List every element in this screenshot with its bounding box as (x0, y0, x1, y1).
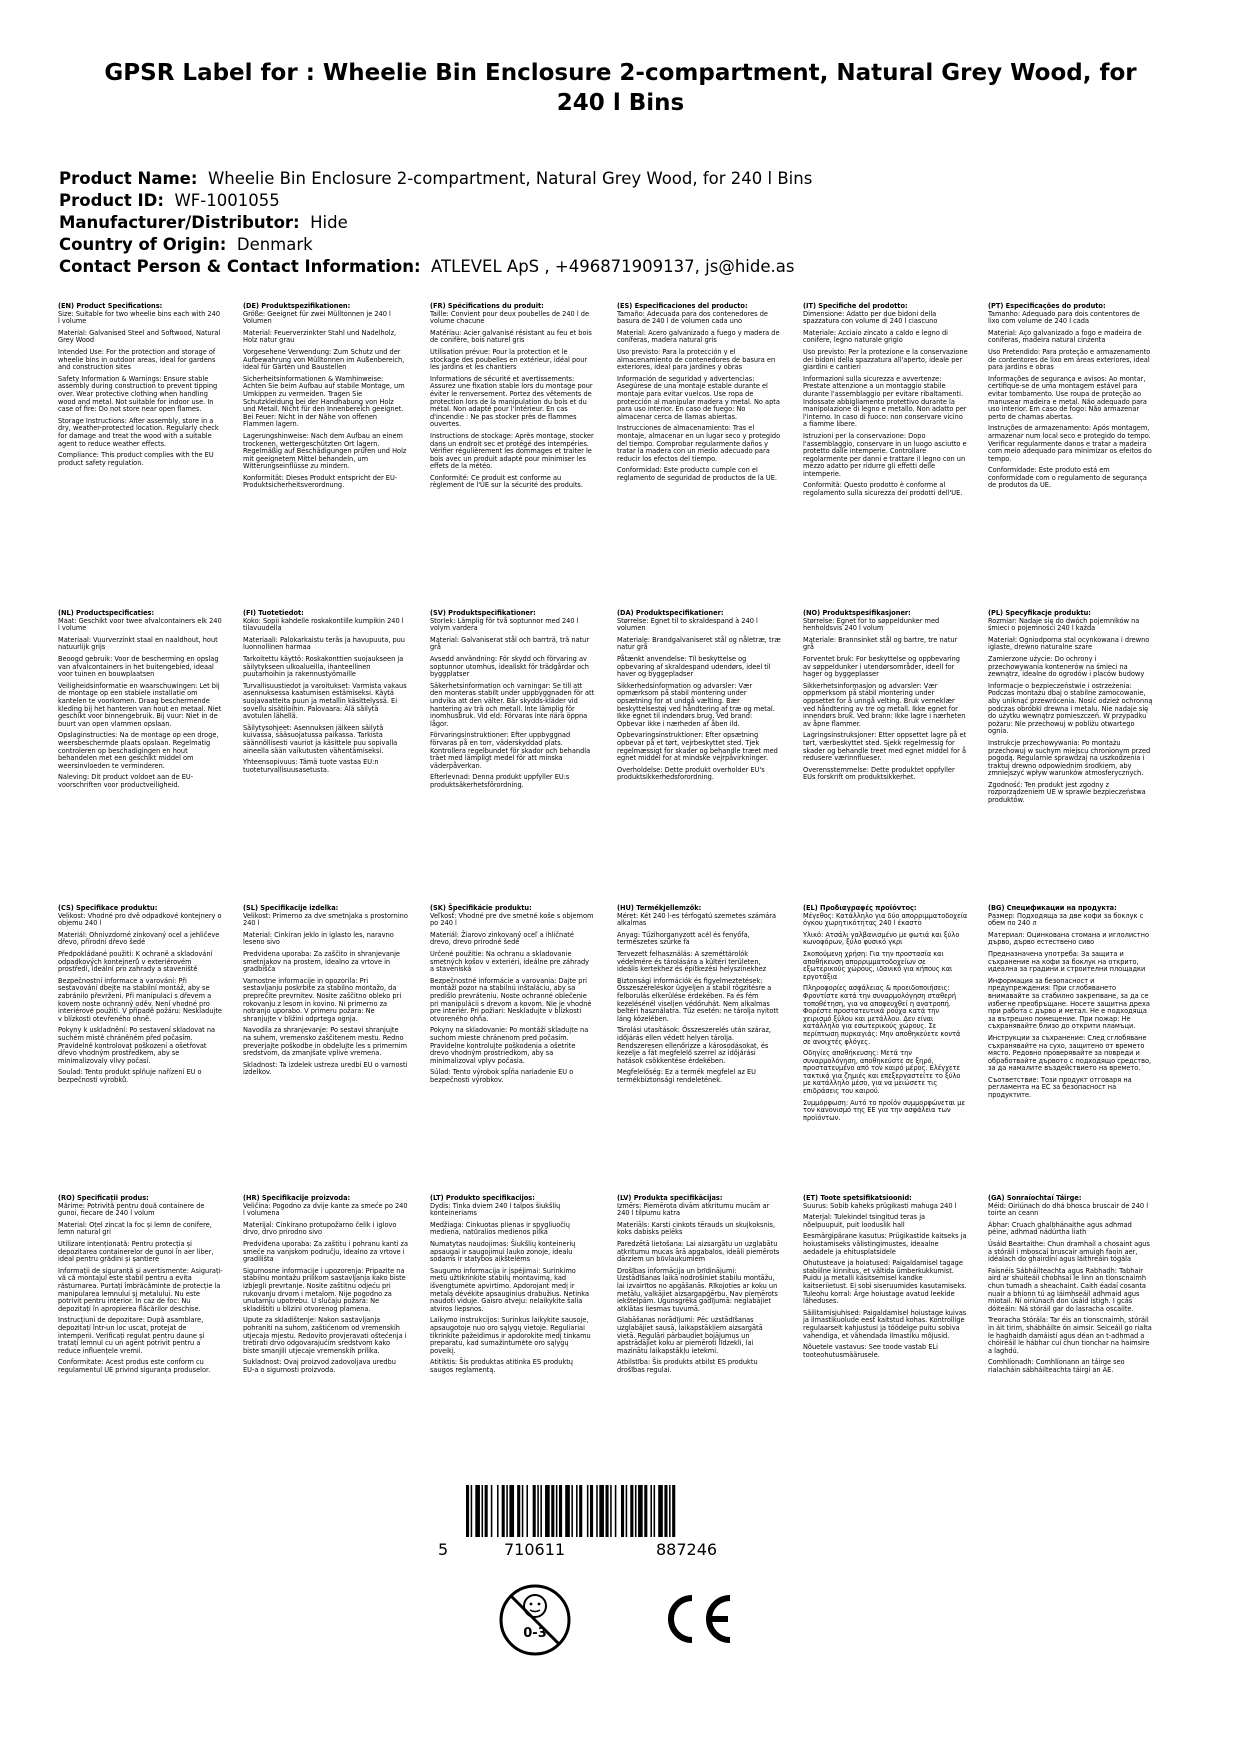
spec-paragraph: Materiał: Ogniodporna stal ocynkowana i drewno iglaste, drewno naturalne szare (988, 635, 1150, 652)
spec-paragraph: Lagerungshinweise: Nach dem Aufbau an einem trockenen, wettergeschützten Ort lagern. Regelmäßig auf Beschädigungen prüfen und Holz mit geeignetem Mittel behandeln, um Witterungseinflüsse zu mindern. (243, 431, 407, 471)
spec-block (58, 303, 223, 471)
spec-block (988, 610, 1153, 809)
barcode-bar (526, 1485, 528, 1537)
spec-paragraph: Påtænkt anvendelse: Til beskyttelse og opbevaring af skraldespand udendørs, ideel til haver og byggepladser (617, 654, 771, 679)
spec-paragraph: Zamierzone użycie: Do ochrony i przechowywania kontenerów na śmieci na zewnątrz, idealne do ogrodów i placów budowy (988, 654, 1145, 679)
spec-paragraph: Lagringsinstruksjoner: Etter oppsettet lagre på et tørt, værbeskyttet sted. Sjekk regelmessig for skader og behandle treet med egnet middel for å redusere værinnflueser. (803, 731, 967, 763)
spec-paragraph: Méid: Oiriúnach do dhá bhosca bruscair de 240 l toirte an ceann (988, 1201, 1149, 1218)
spec-heading: (NO) Produktspesifikasjoner: (803, 609, 911, 617)
spec-paragraph: Dydis: Tinka dviem 240 l talpos šiukšlių konteineriams (430, 1201, 561, 1218)
spec-heading: (SK) Špecifikácie produktu: (430, 904, 532, 912)
barcode (466, 1485, 742, 1537)
spec-paragraph: Varnostne informacije in opozorila: Pri sestavljanju poskrbite za stabilno montažo, da preprečite prevrnitev. Nosite zaščitno obleko pri rokovanju z lesom in kovino. Ni primerno za notranjo uporabo. V primeru požara: Ne shranjujte v bližini odprtega ognja. (243, 976, 402, 1023)
spec-paragraph: Velikost: Primerno za dve smetnjaka s prostornino 240 l (243, 911, 408, 928)
barcode-bar (596, 1485, 598, 1537)
spec-paragraph: Συμμόρφωση: Αυτό το προϊόν συμμορφώνεται με τον κανονισμό της ΕΕ για την ασφάλεια των προϊόντων. (803, 1098, 966, 1122)
spec-block (803, 610, 968, 786)
barcode-bar (626, 1485, 628, 1537)
spec-paragraph: Suurus: Sobib kaheks prügikasti mahuga 240 l (803, 1201, 957, 1210)
spec-paragraph: Sukladnost: Ovaj proizvod zadovoljava uredbu EU-a o sigurnosti proizvoda. (243, 1358, 396, 1374)
spec-paragraph: Conformidade: Este produto está em conformidade com o regulamento de segurança de produtos da UE. (988, 466, 1147, 490)
spec-paragraph: Eesmärgipärane kasutus: Prügikastide kaitseks ja hoiustamiseks välistingimustes, ideaalne aedadele ja ehitusplatsidele (803, 1232, 967, 1256)
spec-paragraph: Съответствие: Този продукт отговаря на регламента на ЕС за безопасност на продуктите. (988, 1075, 1132, 1100)
spec-paragraph: Comhlíonadh: Comhlíonann an táirge seo rialacháin sábháilteachta táirgí an AE. (988, 1358, 1125, 1374)
spec-paragraph: Treoracha Stórála: Tar éis an tionscnaimh, stóráil in áit tirim, shábháilte ón aimsir. Seiceáil go rialta le haghaidh damáistí agus déan an t-adhmad a chóireáil le hábhar cuí chun tionchar na haimsire a laghdú. (988, 1316, 1152, 1355)
spec-paragraph: Efterlevnad: Denna produkt uppfyller EU:s produktsäkerhetsförordning. (430, 773, 570, 789)
spec-paragraph: Materiaali: Palokarkaistu teräs ja havupuuta, puu luonnollinen harmaa (243, 635, 405, 652)
spec-paragraph: Предназначена употреба: За защита и съхранение на кофи за боклук на открито, идеална за градини и строителни площадки (988, 949, 1146, 974)
barcode-bar (672, 1485, 675, 1537)
spec-paragraph: Compliance: This product complies with the EU product safety regulation. (58, 451, 214, 467)
barcode-bar (466, 1485, 469, 1537)
meta-value: Denmark (236, 235, 313, 254)
spec-paragraph: Υλικό: Ατσάλι γαλβανισμένο με φωτιά και ξύλο κωνοφόρων, ξύλο φυσικό γκρι (803, 930, 960, 947)
manufacturer-row (59, 212, 1179, 234)
barcode-bar (565, 1485, 570, 1537)
spec-block (58, 905, 223, 1088)
barcode-bar (471, 1485, 473, 1537)
barcode-bar (644, 1485, 647, 1537)
spec-paragraph: Sikkerhetsinformasjon og advarsler: Vær oppmerksom på stabil montering under oppsettet for å unngå velting. Bruk verneklær ved håndtering av tre og metall. Ikke egnet for innendørs bruk. Ved brann: Ikke lagre i nærheten av åpne flammer. (803, 681, 966, 728)
spec-paragraph: Ábhar: Cruach ghalbhánaithe agus adhmad péine, adhmad nádúrtha liath (988, 1220, 1132, 1237)
barcode-bar (556, 1485, 558, 1537)
spec-paragraph: Biztonsági információk és figyelmeztetések: Összeszereléskor ügyeljen a stabil rögzítésre a felborulás elkerülése érdekében. Fa és fém kezelésénél viseljen védőruhát. Nem alkalmas beltéri használatra. Tűz esetén: ne tárolja nyitott láng közelében. (617, 976, 779, 1023)
spec-heading: (DA) Produktspecifikationer: (617, 609, 724, 617)
spec-paragraph: Nõuetele vastavus: See toode vastab ELi tooteohutusmäärusele. (803, 1343, 939, 1359)
spec-paragraph: Veličina: Pogodno za dvije kante za smeće po 240 l volumena (243, 1201, 408, 1218)
spec-block (617, 303, 782, 486)
meta-label: Country of Origin: (59, 235, 227, 254)
spec-paragraph: Ohutusteave ja hoiatused: Paigaldamisel tagage stabiilne kinnitus, et vältida ümberkukkumist. Puidu ja metalli käsitsemisel kandke kaitseriietust. Ei sobi siseruumides kasutamiseks. Tuleohu korral: Ärge hoiustage avatud leekide läheduses. (803, 1259, 967, 1306)
spec-paragraph: Förvaringsinstruktioner: Efter uppbyggnad förvaras på en torr, väderskyddad plats. Kontrollera regelbundet för skador och behandla träet med lämpligt medel för att minska väderpåverkan. (430, 731, 591, 770)
barcode-bar (635, 1485, 637, 1537)
spec-paragraph: Material: Cinkiran jeklo in iglasto les, naravno leseno sivo (243, 930, 394, 947)
spec-paragraph: Material: Feuerverzinkter Stahl und Nadelholz, Holz natur grau (243, 328, 397, 345)
spec-paragraph: Utilisation prévue: Pour la protection et le stockage des poubelles en extérieur, idéal pour les jardins et les chantiers (430, 347, 588, 372)
barcode-bar (517, 1485, 520, 1537)
spec-heading: (RO) Specificații produs: (58, 1194, 149, 1202)
spec-paragraph: Glabāšanas norādījumi: Pēc uzstādīšanas uzglabājiet sausā, laikapstākļiem aizsargātā vietā. Regulāri pārbaudiet bojājumus un apstrādājiet koku ar piemēroti līdzekli, lai mazinātu laikapstākļu ietekmi. (617, 1316, 763, 1355)
spec-paragraph: Forventet bruk: For beskyttelse og oppbevaring av søppeldunker i utendørsområder, ideell for hager og byggeplasser (803, 654, 960, 679)
spec-paragraph: Instrucciones de almacenamiento: Tras el montaje, almacenar en un lugar seco y protegido del tiempo. Comprobar regularmente daños y tratar la madera con un medio adecuado para reducir los efectos del tiempo. (617, 424, 781, 463)
spec-paragraph: Megfelelőség: Ez a termék megfelel az EU termékbiztonsági rendeletének. (617, 1068, 756, 1084)
product-id-row (59, 190, 1179, 212)
spec-paragraph: Yhteensopivuus: Tämä tuote vastaa EU:n tuoteturvallisuusasetusta. (243, 758, 379, 774)
contact-row (59, 256, 1179, 278)
spec-paragraph: Material: Galvaniserat stål och barrträ, trä natur grå (430, 635, 590, 652)
spec-paragraph: Material: Galvanised Steel and Softwood, Natural Grey Wood (58, 328, 221, 345)
spec-paragraph: Drošības informācija un brīdinājumi: Uzstādīšanas laikā nodrošiniet stabilu montāžu, lai izvairītos no apgāšanās. Rīkojoties ar koku un metālu, valkājiet aizsargapģērbu. Nav piemērots iekštelpām. Ugunsgrēka gadījumā: neglabājiet atklātas liesmas tuvumā. (617, 1266, 778, 1313)
spec-paragraph: Размер: Подходяща за две кофи за боклук с обем по 240 л (988, 911, 1144, 928)
spec-heading: (GA) Sonraíochtaí Táirge: (988, 1194, 1082, 1202)
spec-paragraph: Beoogd gebruik: Voor de bescherming en opslag van afvalcontainers in het buitengebied, ideaal voor tuinen en bouwplaatsen (58, 654, 219, 679)
barcode-bar (576, 1485, 578, 1537)
spec-heading: (SL) Specifikacije izdelka: (243, 904, 339, 912)
spec-paragraph: Инструкции за съхранение: След сглобяване съхранявайте на сухо, защитено от времето място. Редовно проверявайте за повреди и обработвайте дървото с подходящо средство, за да намалите въздействието на времето. (988, 1033, 1152, 1073)
spec-paragraph: Sigurnosne informacije i upozorenja: Pripazite na stabilnu montažu prilikom sastavljanja kako biste izbjegli prevrtanje. Nosite zaštitnu odjeću pri rukovanju drvom i metalom. Nije pogodno za unutarnju upotrebu. U slučaju požara: Ne skladištiti u blizini otvorenog plamena. (243, 1266, 406, 1313)
spec-paragraph: Material: Aço galvanizado a fogo e madeira de coníferas, madeira natural cinzenta (988, 328, 1142, 345)
spec-paragraph: Dimensione: Adatto per due bidoni della spazzatura con volume di 240 l ciascuno (803, 309, 938, 326)
spec-paragraph: Μέγεθος: Κατάλληλο για δύο απορριμματοδοχεία όγκου χωρητικότητας 240 l έκαστο (803, 911, 968, 928)
barcode-bar (485, 1485, 488, 1537)
spec-paragraph: Soulad: Tento produkt splňuje nařízení EU o bezpečnosti výrobků. (58, 1068, 202, 1084)
spec-block (988, 1195, 1153, 1378)
barcode-bar (669, 1485, 671, 1537)
barcode-bar (551, 1485, 554, 1537)
spec-paragraph: Atbilstība: Šis produkts atbilst ES produktu drošības regulai. (617, 1358, 758, 1374)
meta-value: ATLEVEL ApS , +496871909137, js@hide.as (431, 257, 795, 276)
barcode-digits-left: 710611 (504, 1540, 566, 1559)
spec-paragraph: Materiál: Ohnivzdorné zinkovaný ocel a jehličeve dřevo, přírodní dřevo šedé (58, 930, 220, 947)
spec-paragraph: Conformità: Questo prodotto è conforme al regolamento sulla sicurezza dei prodotti dell'UE. (803, 481, 963, 498)
spec-paragraph: Sicherheitsinformationen & Warnhinweise: Achten Sie beim Aufbau auf stabile Montage, um Umkippen zu vermeiden. Tragen Sie Schutzkleidung bei der Handhabung von Holz und Metall. Nicht für den Innenbereich geeignet. Bei Feuer: Nicht in der Nähe von offenen Flammen lagern. (243, 374, 405, 429)
spec-paragraph: Veľkosť: Vhodné pre dve smetné koše s objemom po 240 l (430, 911, 594, 928)
spec-paragraph: Størrelse: Egnet for to søppeldunker med henholdsvis 240 l volum (803, 616, 940, 633)
spec-block (430, 1195, 595, 1378)
spec-block (58, 610, 223, 793)
spec-paragraph: Atitiktis: Šis produktas atitinka ES produktų saugos reglamentą. (430, 1358, 573, 1374)
barcode-bar (621, 1485, 624, 1537)
spec-paragraph: Izmērs: Piemērota divām atkritumu mucām ar 240 l tilpumu katra (617, 1201, 770, 1218)
spec-heading: (SV) Produktspecifikationer: (430, 609, 536, 617)
spec-paragraph: Faisnéis Sábháilteachta agus Rabhadh: Tabhair aird ar shuiteáil chobhsaí le linn an tionscnaimh chun tumadh a sheachaint. Caith éadaí cosanta nuair a bhíonn tú ag láimhseáil adhmaid agus miotail. Ní oiriúnach don úsáid istigh. I gcás dóiteáin: Ná stóráil gar do lasracha oscailte. (988, 1266, 1147, 1313)
spec-paragraph: Säilytysohjeet: Asennuksen jälkeen säilytä kuivassa, sääsuojatussa paikassa. Tarkista säännöllisesti vauriot ja käsittele puu sopivalla aineella sään vaikutusten vähentämiseksi. (243, 723, 398, 755)
spec-heading: (LT) Produkto specifikacijos: (430, 1194, 535, 1202)
spec-paragraph: Istruzioni per la conservazione: Dopo l'assemblaggio, conservare in un luogo asciutto e protetto dalle intemperie. Controllare regolarmente per danni e trattare il legno con un mezzo adatto per ridurre gli effetti delle intemperie. (803, 431, 967, 478)
spec-paragraph: Predviđena uporaba: Za zaštitu i pohranu kanti za smeće na vanjskom području, idealno za vrtove i gradilišta (243, 1239, 408, 1264)
barcode-bar (509, 1485, 514, 1537)
barcode-bar (587, 1485, 589, 1537)
spec-paragraph: Utilizare intenționată: Pentru protecția și depozitarea containerelor de gunoi în aer liber, ideal pentru grădini și șantiere (58, 1239, 214, 1264)
spec-paragraph: Informations de sécurité et avertissements: Assurez une fixation stable lors du montage pour éviter le renversement. Portez des vêtements de protection lors de la manipulation du bois et du métal. Non adapté pour l'intérieur. En cas d'incendie : Ne pas stocker près de flammes ouvertes. (430, 374, 593, 429)
spec-heading: (BG) Спецификации на продукта: (988, 904, 1117, 912)
spec-paragraph: Størrelse: Egnet til to skraldespand à 240 l volumen (617, 616, 758, 633)
spec-paragraph: Bezpečnostní informace a varování: Při sestavování dbejte na stabilní montáž, aby se zabránilo převrženi. Při manipulaci s dřevem a kovem noste ochranný oděv. Není vhodné pro interiérové použití. V případě požáru: Neskladujte v blízkosti otevřeného ohně. (58, 976, 222, 1023)
barcode-bar (650, 1485, 652, 1537)
barcode-digits-right: 887246 (656, 1540, 718, 1559)
spec-paragraph: Tervezett felhasználás: A szeméttárolók védelmére és tárolására a kültéri területen, ideális kertekhez és építkezési helyszínekhez (617, 949, 767, 974)
spec-block (243, 905, 408, 1081)
spec-paragraph: Materjal: Tulekindel tsingitud teras ja nõelpuupuit, puit looduslik hall (803, 1213, 926, 1229)
spec-paragraph: Naleving: Dit product voldoet aan de EU-voorschriften voor productveiligheid. (58, 773, 194, 789)
spec-block (430, 905, 595, 1088)
barcode-bar (638, 1485, 643, 1537)
spec-block (617, 1195, 782, 1378)
spec-heading: (PT) Especificações do produto: (988, 302, 1106, 310)
spec-paragraph: Predvidena uporaba: Za zaščito in shranjevanje smetnjakov na prostem, idealno za vrtove in gradbišča (243, 949, 400, 974)
ce-mark-icon (660, 1592, 734, 1646)
spec-paragraph: Informações de segurança e avisos: Ao montar, certifique-se de uma montagem estável para evitar tombamento. Use roupa de proteção ao manusear madeira e metal. Não adequado para uso interior. Em caso de fogo: Não armazenar perto de chamas abertas. (988, 374, 1147, 421)
spec-block (430, 303, 595, 494)
barcode-bar (497, 1485, 499, 1537)
spec-paragraph: Avsedd användning: För skydd och förvaring av soptunnor utomhus, idealiskt för trädgårdar och byggplatser (430, 654, 589, 679)
spec-paragraph: Pokyny na skladovanie: Po montáži skladujte na suchom mieste chránenom pred počasím. Pravidelne kontrolujte poškodenia a ošetrite drevo vhodným prostriedkom, aby sa minimalizoval vplyv počasia. (430, 1026, 589, 1065)
spec-paragraph: Navodila za shranjevanje: Po sestavi shranjujte na suhem, vremensko zaščitenem mestu. Redno preverjajte poškodbe in obdelujte les s primernim sredstvom, da zmanjšate vplive vremena. (243, 1026, 408, 1058)
spec-paragraph: Informații de siguranță și avertismente: Asigurați-vă că montajul este stabil pentru a evita răsturnarea. Purtați îmbrăcăminte de protecție la manipularea lemnului și metalului. Nu este potrivit pentru interior. În caz de foc: Nu depozitați în apropierea flăcărilor deschise. (58, 1266, 223, 1313)
spec-paragraph: Overensstemmelse: Dette produktet oppfyller EUs forskrift om produktsikkerhet. (803, 765, 955, 782)
spec-paragraph: Size: Suitable for two wheelie bins each with 240 l volume (58, 309, 221, 326)
barcode-bar (545, 1485, 550, 1537)
barcode-bar (482, 1485, 484, 1537)
spec-paragraph: Conformitate: Acest produs este conform cu regulamentul UE privind siguranța produselor. (58, 1358, 211, 1374)
spec-paragraph: Materijal: Cinkirano protupožarno čelik i iglovo drvo, drvo prirodno sivo (243, 1220, 397, 1237)
spec-paragraph: Sikkerhedsinformation og advarsler: Vær opmærksom på stabil montering under opsætning for at undgå vælting. Bær beskyttelsestøj ved håndtering af træ og metal. Ikke egnet til indendørs brug. Ved brand: Opbevar ikke i nærheden af åben ild. (617, 681, 775, 728)
barcode-bar (559, 1485, 562, 1537)
spec-heading: (HU) Termékjellemzők: (617, 904, 702, 912)
barcode-bar (664, 1485, 667, 1537)
spec-paragraph: Maat: Geschikt voor twee afvalcontainers elk 240 l volume (58, 616, 222, 633)
spec-paragraph: Zgodność: Ten produkt jest zgodny z rozporządzeniem UE w sprawie bezpieczeństwa produktów. (988, 780, 1146, 805)
spec-block (243, 1195, 408, 1378)
barcode-bar (610, 1485, 612, 1537)
spec-block (988, 905, 1153, 1104)
barcode-bar (579, 1485, 582, 1537)
spec-paragraph: Material: Acero galvanizado a fuego y madera de coníferas, madera natural gris (617, 328, 780, 345)
barcode-digit-first: 5 (438, 1540, 449, 1559)
spec-paragraph: Úsáid Beartaithe: Chun dramhaíl a chosaint agus a stóráil i mboscaí bruscair amuigh faoin aer, idéalach do ghairdíní agus láithreáin tógála (988, 1239, 1150, 1264)
spec-paragraph: Skladnost: Ta izdelek ustreza uredbi EU o varnosti izdelkov. (243, 1060, 408, 1077)
spec-paragraph: Matériau: Acier galvanisé résistant au feu et bois de conifère, bois naturel gris (430, 328, 592, 345)
barcode-bar (590, 1485, 593, 1537)
spec-paragraph: Veiligheidsinformatie en waarschuwingen: Let bij de montage op een stabiele installatie om kantelen te voorkomen. Draag beschermende kleding bij het hanteren van hout en metaal. Niet geschikt voor binnengebruik. Bij vuur: Niet in de buurt van open vlammen opslaan. (58, 681, 222, 728)
spec-paragraph: Overholdelse: Dette produkt overholder EU's produktsikkerhedsforordning. (617, 765, 765, 782)
meta-label: Product ID: (59, 191, 164, 210)
age-label: 0-3 (523, 1626, 547, 1641)
barcode-bar (540, 1485, 542, 1537)
barcode-bar (533, 1485, 536, 1537)
spec-paragraph: Instrukcje przechowywania: Po montażu przechowuj w suchym miejscu chronionym przed pogodą. Regularnie sprawdzaj na uszkodzenia i traktuj drewno odpowiednim środkiem, aby zmniejszyć wpływ warunków atmosferycznych. (988, 738, 1151, 778)
spec-paragraph: Předpokládané použití: K ochraně a skladování odpadkových kontejnerů v exteriérovém prostředí, ideální pro zahrady a staveniště (58, 949, 213, 974)
spec-paragraph: Numatytas naudojimas: Šiukšlių konteinerių apsaugai ir saugojimui lauko zonoje, idealu sodams ir statybos aikštelėms (430, 1239, 576, 1264)
spec-block (803, 905, 968, 1126)
spec-block (243, 610, 408, 778)
spec-paragraph: Upute za skladištenje: Nakon sastavljanja pohraniti na suhom, zaštićenom od vremenskih utjecaja mjestu. Redovito provjeravati oštećenja i tretirati drvo odgovarajućim sredstvom kako biste smanjili utjecaje vremenskih prilika. (243, 1316, 407, 1355)
spec-paragraph: Materiale: Acciaio zincato a caldo e legno di conifere, legno naturale grigio (803, 328, 948, 345)
barcode-bar (502, 1485, 505, 1537)
spec-paragraph: Bezpečnostné informácie a varovania: Dajte pri montáži pozor na stabilnú inštaláciu, aby sa predišlo prevráteniu. Noste ochranné oblečenie pri manipulácii s drevom a kovom. Nie je vhodné pre interiér. Pri požiari: Neskladujte v blízkosti otvoreného ohňa. (430, 976, 592, 1023)
spec-paragraph: Storage Instructions: After assembly, store in a dry, weather-protected location. Regularly check for damage and treat the wood with a suitable agent to reduce weather effects. (58, 416, 219, 448)
spec-block (243, 303, 408, 494)
spec-paragraph: Información de seguridad y advertencias: Asegúrese de una montaje estable durante el montaje para evitar vuelcos. Use ropa de protección al manipular madera y metal. No apta para uso interior. En caso de fuego: No almacenar cerca de llamas abiertas. (617, 374, 780, 421)
spec-paragraph: Saugumo informacija ir įspėjimai: Surinkimo metu užtikrinkite stabilų montavimą, kad išvengtumėte apvirtimo. Apdorojant medį ir metalą dėvėkite apsauginius drabužius. Netinka naudoti viduje. Gaisro atveju: nelaikykite šalia atviros liepsnos. (430, 1266, 590, 1313)
spec-paragraph: Súlad: Tento výrobok spĺňa nariadenie EU o bezpečnosti výrobkov. (430, 1068, 574, 1084)
spec-block (988, 303, 1153, 494)
spec-paragraph: Uso previsto: Per la protezione e la conservazione dei bidoni della spazzatura all'aperto, ideale per giardini e cantieri (803, 347, 968, 372)
spec-block (58, 1195, 223, 1378)
spec-paragraph: Material: Oțel zincat la foc și lemn de conifere, lemn natural gri (58, 1220, 212, 1237)
barcode-bar (615, 1485, 617, 1537)
barcode-bar (606, 1485, 609, 1537)
spec-heading: (EL) Προδιαγραφές προϊόντος: (803, 904, 917, 912)
spec-paragraph: Materiale: Brannsinket stål og bartre, tre natur grå (803, 635, 958, 652)
barcode-bar (537, 1485, 539, 1537)
spec-paragraph: Säkerhetsinformation och varningar: Se till att den monteras stabilt under uppbyggnaden för att undvika att den välter. Bär skydds-kläder vid hantering av trä och metall. Inte lämplig för inomhusbruk. Vid eld: Förvaras inte nära öppna lågor. (430, 681, 595, 728)
barcode-bar (506, 1485, 508, 1537)
spec-paragraph: Informacje o bezpieczeństwie i ostrzeżenia: Podczas montażu dbaj o stabilne zamocowanie, aby uniknąć przewrócenia. Nosić odzież ochronną podczas obróbki drewna i metalu. Nie nadaje się do użytku wewnątrz pomieszczeń. W przypadku pożaru: Nie przechowuj w pobliżu otwartego ognia. (988, 681, 1153, 736)
spec-paragraph: Laikymo instrukcijos: Surinkus laikykite sausoje, apsaugotoje nuo oro sąlygų vietoje. Reguliariai tikrinkite pažeidimus ir apdorokite medį tinkamu preparatu, kad sumažintumėte oro sąlygų poveikį. (430, 1316, 591, 1355)
spec-paragraph: Rozmiar: Nadaje się do dwóch pojemników na śmieci o pojemności 240 l każda (988, 616, 1140, 633)
spec-paragraph: Materiāls: Karsti cinkots tērauds un skujkoksnis, koks dabisks pelēks (617, 1220, 776, 1237)
spec-paragraph: Turvallisuustiedot ja varoitukset: Varmista vakaus asennuksessa kaatumisen estämiseksi. Käytä suojavaatteita puun ja metallin käsittelyssä. Ei sovellu sisätiloihin. Palovaara: Älä säilytä avotulen lähellä. (243, 681, 407, 721)
spec-paragraph: Paredzētā lietošana: Lai aizsargātu un uzglabātu atkritumu mucas ārā apgabalos, ideāli piemērots dārziem un būvlaukumiem (617, 1239, 780, 1264)
spec-paragraph: Instruções de armazenamento: Após montagem, armazenar num local seco e protegido do tempo. Verificar regularmente danos e tratar a madeira com meio adequado para minimizar os efeitos do tempo. (988, 424, 1152, 463)
spec-heading: (PL) Specyfikacje produktu: (988, 609, 1091, 617)
spec-paragraph: Anyag: Tűzihorganyzott acél és fenyőfa, természetes szürke fa (617, 930, 750, 947)
not-for-children-0-3-icon (497, 1582, 573, 1658)
spec-paragraph: Säilitamisjuhised: Paigaldamisel hoiustage kuivas ja ilmastikuolude eest kaitstud kohas. Kontrollige regulaarselt kahjustusi ja töödelge puitu sobiva vahendiga, et vähendada ilmastiku mõjusid. (803, 1308, 967, 1340)
country-row (59, 234, 1179, 256)
spec-paragraph: Σκοπούμενη χρήση: Για την προστασία και αποθήκευση απορριμματοδοχείων σε εξωτερικούς χώρους, ιδανικό για κήπους και εργοτάξια (803, 949, 953, 981)
spec-heading: (HR) Specifikacije proizvoda: (243, 1194, 351, 1202)
spec-heading: (ET) Toote spetsifikatsioonid: (803, 1194, 912, 1202)
spec-paragraph: Instructions de stockage: Après montage, stocker dans un endroit sec et protégé des intempéries. Vérifier régulièrement les dommages et traiter le bois avec un produit adapté pour minimiser les effets de la météo. (430, 431, 594, 471)
spec-paragraph: Tamanho: Adequado para dois contentores de lixo com volume de 240 l cada (988, 309, 1140, 326)
barcode-bar (475, 1485, 480, 1537)
spec-block (617, 905, 782, 1088)
spec-block (803, 303, 968, 502)
spec-paragraph: Οδηγίες αποθήκευσης: Μετά την συναρμολόγηση, αποθηκεύστε σε ξηρό, προστατευμένο από τον καιρό μέρος. Ελέγχετε τακτικά για ζημιές και επεξεργαστείτε το ξύλο με κατάλληλο μέσο, για να μειώσετε τις επιδράσεις του καιρού. (803, 1049, 961, 1096)
spec-paragraph: Méret: Két 240 l-es térfogatú szemetes számára alkalmas (617, 911, 777, 928)
barcode-bar (630, 1485, 633, 1537)
spec-paragraph: Conformité: Ce produit est conforme au règlement de l'UE sur la sécurité des produits. (430, 473, 583, 490)
spec-paragraph: Vorgesehene Verwendung: Zum Schutz und der Aufbewahrung von Mülltonnen im Außenbereich, ideal für Gärten und Baustellen (243, 347, 405, 372)
spec-block (617, 610, 782, 786)
spec-paragraph: Πληροφορίες ασφάλειας & προειδοποιήσεις: Φροντίστε κατά την συναρμολόγηση σταθερή τοποθέτηση, για να αποφευχθεί η ανατροπή. Φορέστε προστατευτικά ρούχα κατά την χειρισμό ξύλου και μετάλλου. Δεν είναι κατάλληλο για εσωτερικούς χώρους. Σε περίπτωση πυρκαγιάς: Μην αποθηκεύετε κοντά σε ανοιχτές φλόγες. (803, 984, 961, 1046)
spec-paragraph: Tárolási utasítások: Összeszerelés után száraz, időjárás ellen védett helyen tárolja. Rendszeresen ellenőrizze a károsodásokat, és kezelje a fát megfelelő szerrel az időjárási hatások csökkentése érdekében. (617, 1026, 772, 1065)
spec-paragraph: Materiaal: Vuurverzinkt staal en naaldhout, hout natuurlijk grijs (58, 635, 218, 652)
page-title: GPSR Label for : Wheelie Bin Enclosure 2-compartment, Natural Grey Wood, for 240 l Bins (104, 60, 1137, 116)
spec-heading: (NL) Productspecificaties: (58, 609, 155, 617)
spec-paragraph: Materiál: Žiarovo zinkovaný oceľ a ihličnaté drevo, drevo prírodné šedé (430, 930, 574, 947)
spec-paragraph: Materiale: Brandgalvaniseret stål og nåletræ, træ natur grå (617, 635, 781, 652)
spec-heading: (DE) Produktspezifikationen: (243, 302, 351, 310)
spec-paragraph: Konformität: Dieses Produkt entspricht der EU-Produktsicherheitsverordnung. (243, 473, 398, 490)
spec-paragraph: Velikost: Vhodné pro dvě odpadkové kontejnery o objemu 240 l (58, 911, 222, 928)
spec-heading: (CS) Specifikace produktu: (58, 904, 158, 912)
meta-value: Wheelie Bin Enclosure 2-compartment, Natural Grey Wood, for 240 l Bins (207, 169, 813, 188)
product-name-row (59, 168, 1179, 190)
barcode-bar (491, 1485, 493, 1537)
spec-paragraph: Opslaginstructies: Na de montage op een droge, weersbeschermde plaats opslaan. Regelmatig controleren op beschadigingen en hout behandelen met een geschikt middel om weersinvloeden te verminderen. (58, 731, 219, 770)
meta-label: Contact Person & Contact Information: (59, 257, 421, 276)
barcode-bar (658, 1485, 663, 1537)
spec-paragraph: Conformidad: Este producto cumple con el reglamento de seguridad de productos de la UE. (617, 466, 777, 482)
meta-label: Product Name: (59, 169, 198, 188)
spec-paragraph: Pokyny k uskladnění: Po sestavení skladovat na suchém místě chráněném před počasím. Pravidelně kontrolovat poškození a ošetřovat dřevo vhodným prostředkem, aby se minimalizovaly vlivy počasí. (58, 1026, 216, 1065)
spec-paragraph: Taille: Convient pour deux poubelles de 240 l de volume chacune (430, 309, 590, 326)
spec-paragraph: Určené použitie: Na ochranu a skladovanie smetných košov v exteriéri, ideálne pre záhrady a staveniská (430, 949, 590, 974)
spec-paragraph: Материал: Оцинкована стомана и иглолистно дърво, дърво естествено сиво (988, 930, 1149, 947)
spec-block (803, 1195, 968, 1363)
spec-paragraph: Instrucțiuni de depozitare: După asamblare, depozitați într-un loc uscat, protejat de intemperii. Verificați regulat pentru daune și tratați lemnul cu un agent potrivit pentru a reduce influențele vremii. (58, 1316, 205, 1355)
spec-paragraph: Uso Pretendido: Para proteção e armazenamento de contentores de lixo em áreas exteriores, ideal para jardins e obras (988, 347, 1151, 372)
spec-paragraph: Mărime: Potrivită pentru două containere de gunoi, fiecare de 240 l volum (58, 1201, 205, 1218)
spec-paragraph: Größe: Geeignet für zwei Mülltonnen je 240 l Volumen (243, 309, 391, 326)
barcode-bar (571, 1485, 573, 1537)
spec-paragraph: Storlek: Lämplig för två soptunnor med 240 l volym vardera (430, 616, 579, 633)
meta-value: WF-1001055 (174, 191, 280, 210)
spec-heading: (EN) Product Specifications: (58, 302, 163, 310)
spec-heading: (IT) Specifiche del prodotto: (803, 302, 908, 310)
barcode-bar (599, 1485, 604, 1537)
spec-paragraph: Tamaño: Adecuada para dos contenedores de basura de 240 l de volumen cada uno (617, 309, 768, 326)
spec-paragraph: Uso previsto: Para la protección y el almacenamiento de contenedores de basura en exteriores, ideal para jardines y obras (617, 347, 776, 372)
spec-heading: (FR) Spécifications du produit: (430, 302, 544, 310)
barcode-bar (654, 1485, 656, 1537)
barcode-bar (522, 1485, 524, 1537)
spec-paragraph: Koko: Sopii kahdelle roskakontille kumpikin 240 l tilavuudella (243, 616, 404, 633)
spec-paragraph: Tarkoitettu käyttö: Roskakonttien suojaukseen ja säilytykseen ulkoalueilla, ihanteellinen puutarhoihin ja rakennustyömaille (243, 654, 404, 679)
product-info (59, 168, 1179, 278)
spec-paragraph: Информация за безопасност и предупреждения: При сглобяването внимавайте за стабилно закрепване, за да се избегне преобръщане. Носете защитна дреха при работа с дърво и метал. Не е подходяща за вътрешно помещение. При пожар: Не съхранявайте близо до открити пламъци. (988, 976, 1150, 1031)
meta-value: Hide (310, 213, 348, 232)
spec-paragraph: Medžiaga: Cinkuotas plienas ir spygliuočių mediena, natūralios medienos pilka (430, 1220, 570, 1237)
spec-heading: (LV) Produkta specifikācijas: (617, 1194, 723, 1202)
spec-paragraph: Intended Use: For the protection and storage of wheelie bins in outdoor areas, ideal for gardens and construction sites (58, 347, 216, 372)
spec-block (430, 610, 595, 793)
spec-paragraph: Informazioni sulla sicurezza e avvertenze: Prestate attenzione a un montaggio stabile durante l'assemblaggio per evitare ribaltamenti. Indossate abbigliamento protettivo durante la manipolazione di legno e metallo. Non adatto per l'interno. In caso di fuoco: non conservare vicino a fiamme libere. (803, 374, 967, 429)
spec-paragraph: Opbevaringsinstruktioner: Efter opsætning opbevar på et tørt, vejrbeskyttet sted. Tjek regelmæssigt for skader og behandle træet med egnet middel for at mindske vejrpåvirkninger. (617, 731, 778, 763)
spec-paragraph: Safety Information & Warnings: Ensure stable assembly during construction to prevent tipping over. Wear protective clothing when handling wood and metal. Not suitable for indoor use. In case of fire: Do not store near open flames. (58, 374, 218, 414)
spec-heading: (FI) Tuotetiedot: (243, 609, 304, 617)
spec-heading: (ES) Especificaciones del producto: (617, 302, 748, 310)
meta-label: Manufacturer/Distributor: (59, 213, 300, 232)
